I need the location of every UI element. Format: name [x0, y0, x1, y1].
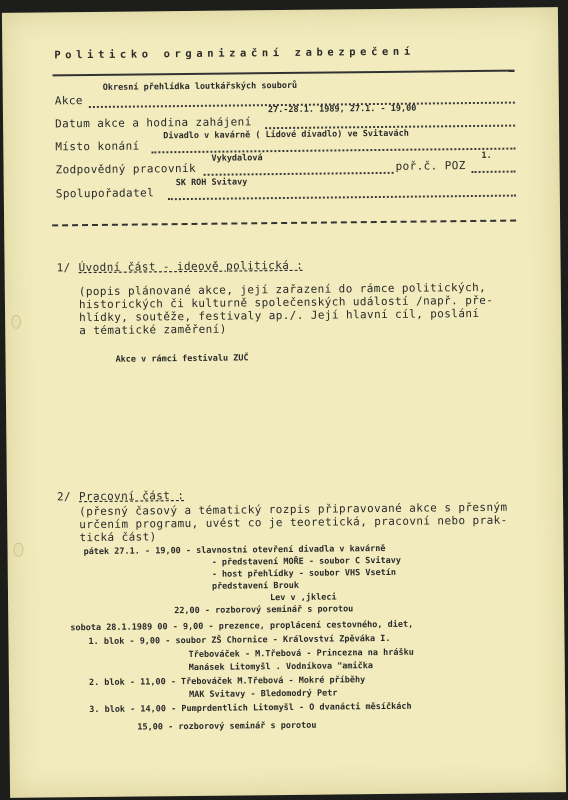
- por-line: [472, 171, 516, 173]
- section-divider: [52, 220, 516, 227]
- zodpovedny-line: [204, 172, 394, 176]
- section1-desc-line: hlídky, soutěže, festivaly ap./. Její hlavní cíl, poslání: [79, 306, 480, 325]
- punch-hole: [11, 315, 21, 329]
- schedule-line: MAK Svitavy - Bledomodrý Petr: [189, 688, 338, 701]
- section1-desc-line: (popis plánované akce, její zařazení do rámce politických,: [78, 280, 487, 299]
- section2-number: 2/: [56, 490, 72, 504]
- section1-desc-line: historických či kulturně společenských událostí /např. pře-: [78, 293, 494, 312]
- section2-desc-line: (přesný časový a tématický rozpis připravované akce s přesným: [79, 500, 508, 519]
- schedule-line: pátek 27.1. - 19,00 - slavnostní otevření divadla v kavárně: [83, 543, 386, 558]
- misto-value: Divadlo v kavárně ( Lidové divadlo) ve Svitavách: [163, 128, 409, 142]
- schedule-line: Lev v ,jkleci: [269, 592, 337, 604]
- section2-desc-line: určením programu, uvést co je teoretická, pracovní nebo prak-: [79, 513, 508, 532]
- schedule-line: - host přehlídky - soubor VHS Vsetín: [211, 567, 397, 580]
- por-value: 1.: [481, 150, 492, 161]
- por-label: poř.č. POZ: [395, 159, 466, 173]
- zodpovedny-value: Vykydalová: [211, 153, 263, 164]
- section1-number: 1/: [56, 261, 71, 275]
- akce-value: Okresní přehlídka loutkářských souborů: [102, 80, 298, 93]
- section1-heading: Úvodní část - ideově politická :: [78, 258, 304, 275]
- spolu-label: Spolupořadatel: [55, 186, 155, 201]
- schedule-line: sobota 28.1.1989 00 - 9,00 - prezence, proplácení cestovného, diet,: [70, 619, 414, 634]
- datum-value: 27.-28.1. 1989, 27.1. - 19,00: [267, 103, 417, 116]
- schedule-line: 22,00 - rozborový seminář s porotou: [174, 604, 354, 617]
- document-page: [2, 7, 566, 798]
- title-rule: [53, 70, 515, 77]
- section1-note: Akce v rámci festivalu ZUČ: [115, 353, 249, 365]
- schedule-line: 3. blok - 14,00 - Pumprdentlich Litomyšl - O dvanácti měsíčkách: [89, 701, 412, 716]
- punch-hole: [13, 543, 23, 557]
- schedule-line: představení Brouk: [211, 580, 299, 592]
- schedule-line: Třebováček - M.Třebová - Princezna na hrášku: [188, 647, 414, 661]
- schedule-line: 15,00 - rozborový seminář s porotou: [137, 720, 317, 733]
- datum-label: Datum akce a hodina zahájení: [55, 115, 252, 131]
- section1-desc-line: a tématické zaměření): [79, 322, 227, 338]
- section2-desc-line: tická část): [79, 530, 157, 545]
- schedule-line: Manásek Litomyšl . Vodníkova "amička: [188, 661, 374, 674]
- spolu-line: [168, 195, 516, 201]
- spolu-value: SK ROH Svitavy: [175, 177, 248, 189]
- misto-label: Místo konání: [55, 139, 140, 154]
- schedule-line: - představení MOŘE - soubor C Svitavy: [211, 555, 402, 568]
- schedule-line: 2. blok - 11,00 - Třebováček M.Třebová - Mokré příběhy: [88, 675, 366, 689]
- misto-line: [151, 148, 515, 154]
- schedule-line: 1. blok - 9,00 - soubor ZŠ Chornice - Království Zpěváka I.: [88, 633, 391, 648]
- document-title: Politicko organizační zabezpečení: [54, 45, 415, 62]
- section2-heading: Pracovní část :: [78, 489, 185, 504]
- zodpovedny-label: Zodpovědný pracovník: [55, 161, 197, 177]
- akce-label: Akce: [54, 94, 83, 108]
